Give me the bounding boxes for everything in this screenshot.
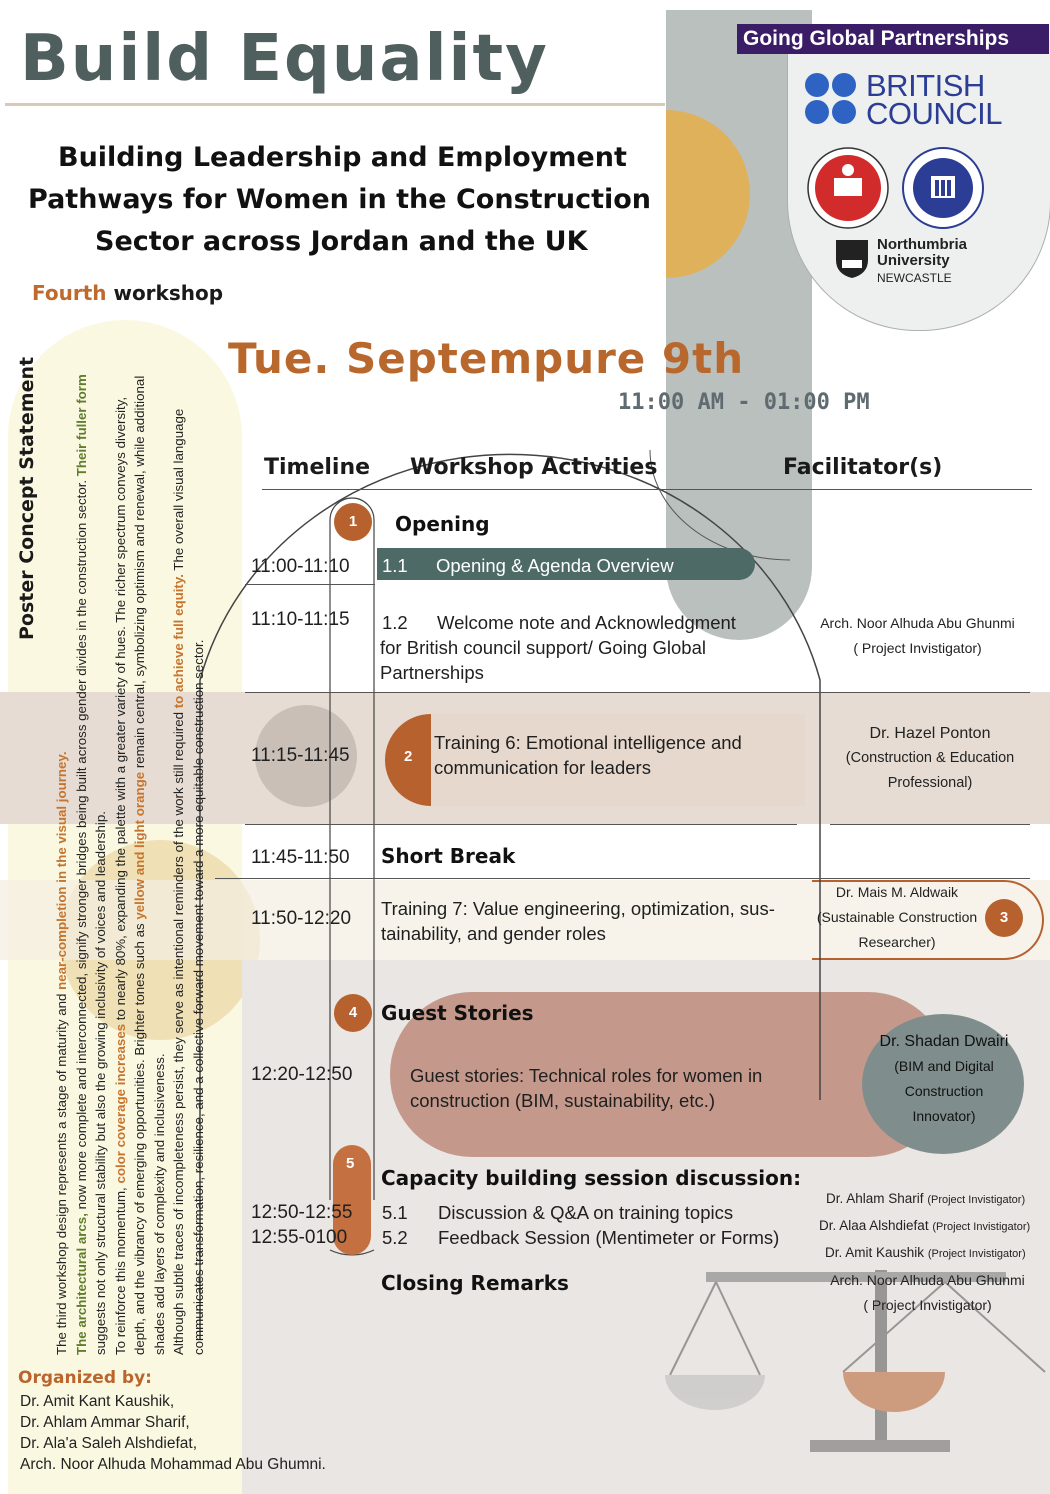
workshop-word: workshop (113, 281, 224, 305)
header-timeline: Timeline (264, 455, 371, 480)
workshop-label (32, 281, 223, 305)
organizer-4: Arch. Noor Alhuda Mohammad Abu Ghumni. (20, 1456, 326, 1473)
philadelphia-university-seal-icon (901, 146, 985, 230)
time-1-2: 11:10-11:15 (251, 609, 350, 630)
section-number-1: 1 (334, 503, 372, 541)
item-opening-agenda: Opening & Agenda Overview (436, 555, 674, 576)
facilitator-alaa: Dr. Alaa Alshdiefat (Project Invistigator) (819, 1218, 1031, 1233)
facilitator-closing (820, 1268, 1035, 1318)
organizers-title: Organized by: (18, 1368, 152, 1388)
section-short-break: Short Break (381, 844, 516, 868)
title-underline (5, 103, 665, 106)
concept-statement-panel (8, 355, 238, 1355)
going-global-banner: Going Global Partnerships (737, 24, 1049, 54)
item-training-6-line-2: communication for leaders (434, 757, 651, 778)
time-break: 11:45-11:50 (251, 847, 350, 868)
time-3: 11:50-12:20 (251, 908, 352, 929)
facilitator-2 (820, 721, 1040, 796)
divider-break (215, 878, 1030, 879)
facilitator-role-2: Researcher) (858, 934, 936, 950)
item-num-1-2: 1.2 (382, 612, 408, 633)
facilitator-role: ( Project Invistigator) (863, 1297, 992, 1313)
item-discussion: Discussion & Q&A on training topics (438, 1202, 734, 1223)
subtitle-line-3: Sector across Jordan and the UK (95, 226, 588, 257)
item-num-5-1: 5.1 (382, 1202, 408, 1223)
workshop-ordinal: Fourth (32, 281, 107, 305)
concept-title: Poster Concept Statement (16, 356, 38, 640)
british-council-dots-icon (803, 71, 859, 127)
item-guest-line-2: construction (BIM, sustainability, etc.) (410, 1090, 716, 1111)
header-activities: Workshop Activities (410, 455, 658, 480)
header-facilitators: Facilitator(s) (783, 455, 943, 480)
header-divider (262, 489, 1032, 490)
section-guest-stories: Guest Stories (381, 1001, 534, 1025)
main-title: Build Equality (20, 22, 549, 96)
time-5-2: 12:55-0100 (251, 1227, 348, 1248)
organizer-2: Dr. Ahlam Ammar Sharif, (20, 1414, 190, 1431)
facilitator-name: Dr. Hazel Ponton (869, 725, 991, 742)
section-number-5: 5 (346, 1155, 355, 1172)
item-welcome-line-2: for British council support/ Going Global (380, 637, 706, 658)
item-welcome-line-1: Welcome note and Acknowledgment (437, 612, 736, 633)
facilitator-4 (865, 1029, 1023, 1129)
facilitator-name: Arch. Noor Alhuda Abu Ghunmi (830, 1272, 1025, 1288)
subtitle-line-1: Building Leadership and Employment (58, 142, 627, 173)
northumbria-line-1: Northumbria (877, 236, 967, 253)
facilitator-1-2 (810, 611, 1025, 661)
time-4: 12:20-12:50 (251, 1064, 353, 1085)
section-number-2: 2 (404, 748, 413, 765)
facilitator-name: Arch. Noor Alhuda Abu Ghunmi (820, 615, 1015, 631)
section-capacity-building: Capacity building session discussion: (381, 1166, 802, 1190)
subtitle-line-2: Pathways for Women in the Construction (28, 184, 652, 215)
item-welcome-line-3: Partnerships (380, 662, 484, 683)
facilitator-ahlam: Dr. Ahlam Sharif (Project Invistigator) (826, 1191, 1026, 1206)
facilitator-role-2: Professional) (887, 775, 973, 791)
time-1-1: 11:00-11:10 (251, 556, 350, 577)
divider-2a (245, 824, 797, 825)
divider-1-2 (245, 692, 1030, 693)
event-date: Tue. Septempure 9th (228, 334, 745, 383)
item-num-5-2: 5.2 (382, 1227, 408, 1248)
concept-statement-rotated (8, 355, 238, 1355)
section-opening: Opening (395, 512, 490, 536)
facilitator-5 (818, 1186, 1050, 1267)
facilitator-role-2: Construction (904, 1083, 984, 1099)
divider-1-1 (245, 584, 375, 585)
british-council-line-2: COUNCIL (866, 96, 1003, 131)
time-5-1: 12:50-12:55 (251, 1202, 353, 1223)
concept-body: The third workshop design represents a stage of maturity and near-completion in the visual journey. The architectural arcs, now more complete and interconnected, signify stronger bridges being built across gender divides in the construction sector. Their fuller form suggests not only structural stability but also the growing inclusivity of voices and leadership. To reinforce this momentum, color coverage increases to nearly 80%, expanding the palette with a greater variety of hues. The richer spectrum conveys diversity, depth, and the vibrancy of emerging opportunities. Brighter tones such as yellow and light orange remain central, symbolizing optimism and renewal, while additional shades add layers of complexity and inclusiveness. Although subtle traces of incompleteness persist, they serve as intentional reminders of the work still required to achieve full equity. The overall visual language communicates transformation, resilience, and a collective forward movement toward a more equitable construction sector. (54, 374, 206, 1355)
section-number-4: 4 (334, 994, 372, 1032)
northumbria-crest-icon (834, 238, 870, 280)
item-training-6-line-1: Training 6: Emotional intelligence and (434, 732, 742, 753)
facilitator-role-3: Innovator) (912, 1108, 976, 1124)
item-feedback: Feedback Session (Mentimeter or Forms) (438, 1227, 780, 1248)
british-council-line-1: BRITISH (866, 68, 985, 103)
divider-2b (830, 824, 1030, 825)
organizer-1: Dr. Amit Kant Kaushik, (20, 1393, 175, 1410)
item-training-7-line-1: Training 7: Value engineering, optimization, sus- (381, 898, 775, 919)
facilitator-name: Dr. Shadan Dwairi (879, 1033, 1009, 1050)
facilitator-3 (812, 880, 982, 955)
facilitator-role: ( Project Invistigator) (853, 640, 982, 656)
event-time: 11:00 AM - 01:00 PM (618, 390, 870, 415)
item-guest-line-1: Guest stories: Technical roles for women in (410, 1065, 763, 1086)
facilitator-role-1: (Sustainable Construction (816, 909, 978, 925)
facilitator-role-1: (Construction & Education (845, 750, 1015, 766)
item-training-7-line-2: tainability, and gender roles (381, 923, 606, 944)
northumbria-line-2: University (877, 252, 950, 269)
red-university-seal-icon (806, 146, 890, 230)
organizer-3: Dr. Ala'a Saleh Alshdiefat, (20, 1435, 198, 1452)
facilitator-role-1: (BIM and Digital (894, 1058, 994, 1074)
item-num-1-1: 1.1 (382, 555, 408, 576)
facilitator-amit: Dr. Amit Kaushik (Project Invistigator) (825, 1245, 1026, 1260)
facilitator-name: Dr. Mais M. Aldwaik (835, 884, 959, 900)
northumbria-line-3: NEWCASTLE (877, 271, 952, 285)
section-number-3: 3 (985, 899, 1023, 937)
time-2: 11:15-11:45 (251, 745, 350, 766)
section-closing-remarks: Closing Remarks (381, 1271, 569, 1295)
